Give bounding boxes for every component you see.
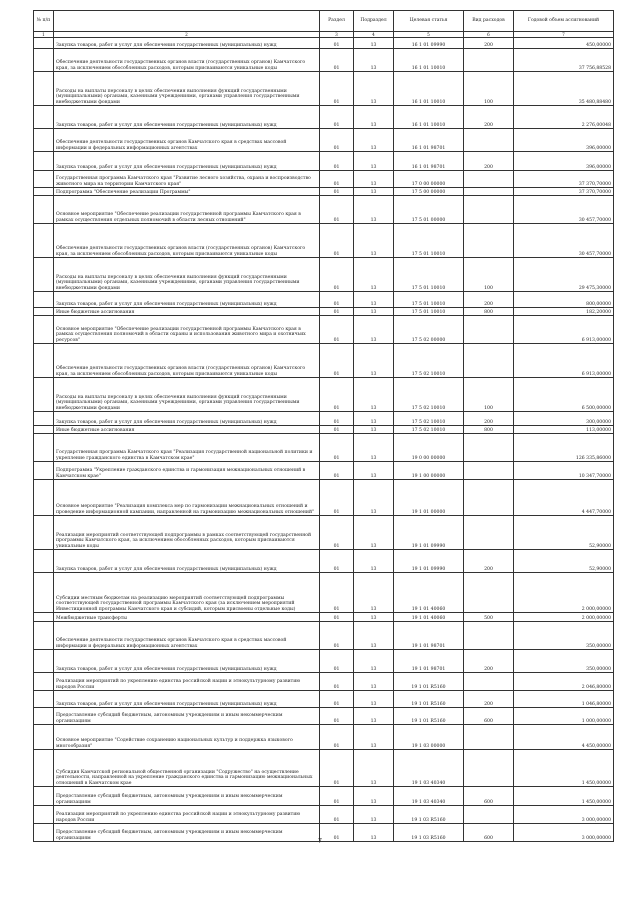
row-article: 19 1 03 40340 <box>394 750 464 787</box>
column-number: 5 <box>394 32 464 38</box>
row-article: 17 5 01 00000 <box>394 196 464 224</box>
row-amount: 37 756,88528 <box>514 49 614 72</box>
row-section: 01 <box>320 308 354 316</box>
row-subsection: 13 <box>354 188 394 196</box>
row-name: Обеспечение деятельности государственных органов Камчатского края в средствах массовой информации и федеральных информационных агентствах <box>54 622 320 650</box>
row-expense-type <box>464 725 514 750</box>
table-row <box>34 72 614 106</box>
row-section: 01 <box>320 691 354 708</box>
row-subsection: 13 <box>354 824 394 842</box>
row-num-cell <box>34 708 54 725</box>
row-name: Субсидия Камчатской региональной общественной организации "Содружество" на осуществление деятельности, направленной на укрепление гражданского единства и гармонизацию межнациональных отношений в Камчатском крае <box>54 750 320 787</box>
row-subsection: 13 <box>354 378 394 412</box>
row-num-cell <box>34 434 54 462</box>
row-subsection: 13 <box>354 613 394 622</box>
row-num-cell <box>34 49 54 72</box>
row-name: Расходы на выплаты персоналу в целях обеспечения выполнения функций государственными (муниципальными) органами, казенными учреждениями, органами управления государственными внебюджетными фондами <box>54 72 320 106</box>
row-amount: 113,00000 <box>514 426 614 434</box>
row-amount: 35 480,88480 <box>514 72 614 106</box>
row-section: 01 <box>320 292 354 308</box>
row-name: Закупка товаров, работ и услуг для обеспечения государственных (муниципальных) нужд <box>54 550 320 573</box>
row-section: 01 <box>320 224 354 258</box>
row-subsection: 13 <box>354 426 394 434</box>
budget-table <box>33 10 614 842</box>
row-expense-type <box>464 224 514 258</box>
row-name: Иные бюджетные ассигнования <box>54 426 320 434</box>
row-amount: 37 370,70000 <box>514 171 614 188</box>
row-expense-type <box>464 171 514 188</box>
row-num-cell <box>34 171 54 188</box>
row-num-cell <box>34 622 54 650</box>
table-row <box>34 708 614 725</box>
row-subsection: 13 <box>354 72 394 106</box>
row-section: 01 <box>320 787 354 806</box>
table-row <box>34 650 614 673</box>
row-article: 19 1 01 98701 <box>394 650 464 673</box>
row-section: 01 <box>320 129 354 152</box>
row-article: 19 1 01 09990 <box>394 516 464 550</box>
row-subsection: 13 <box>354 344 394 378</box>
table-row <box>34 622 614 650</box>
header-subsection: Подраздел <box>354 11 394 32</box>
header-expense-type: Вид расходов <box>464 11 514 32</box>
row-section: 01 <box>320 622 354 650</box>
row-name: Закупка товаров, работ и услуг для обеспечения государственных (муниципальных) нужд <box>54 412 320 426</box>
row-article: 19 1 01 R5160 <box>394 691 464 708</box>
row-name: Обеспечение деятельности государственных органов Камчатского края в средствах массовой информации и федеральных информационных агентствах <box>54 129 320 152</box>
row-name: Закупка товаров, работ и услуг для обеспечения государственных (муниципальных) нужд <box>54 691 320 708</box>
header-num: № п/п <box>34 11 54 32</box>
row-num-cell <box>34 38 54 49</box>
table-row <box>34 378 614 412</box>
table-row <box>34 152 614 171</box>
row-subsection: 13 <box>354 550 394 573</box>
row-amount: 2 000,00000 <box>514 573 614 613</box>
table-body <box>34 38 614 842</box>
row-expense-type: 100 <box>464 378 514 412</box>
row-amount: 52,90000 <box>514 550 614 573</box>
row-name: Закупка товаров, работ и услуг для обеспечения государственных (муниципальных) нужд <box>54 292 320 308</box>
row-expense-type: 200 <box>464 550 514 573</box>
row-article: 19 1 01 98701 <box>394 622 464 650</box>
row-num-cell <box>34 613 54 622</box>
row-article: 16 1 01 10010 <box>394 106 464 129</box>
row-subsection: 13 <box>354 806 394 824</box>
row-expense-type: 200 <box>464 691 514 708</box>
row-name: Основное мероприятие "Реализация комплекса мер по гармонизации межнациональных отношений и проведение информационной кампании, направленной на гармонизацию межнациональных отношений" <box>54 480 320 516</box>
row-amount: 350,00000 <box>514 650 614 673</box>
row-name: Предоставление субсидий бюджетным, автономным учреждениям и иным некоммерческим организациям <box>54 787 320 806</box>
row-article: 17 5 02 10010 <box>394 426 464 434</box>
row-subsection: 13 <box>354 152 394 171</box>
table-row <box>34 480 614 516</box>
row-subsection: 13 <box>354 106 394 129</box>
row-article: 17 5 00 00000 <box>394 188 464 196</box>
row-subsection: 13 <box>354 316 394 344</box>
row-amount: 52,90000 <box>514 516 614 550</box>
column-number: 7 <box>514 32 614 38</box>
row-expense-type: 100 <box>464 258 514 292</box>
row-subsection: 13 <box>354 650 394 673</box>
row-expense-type <box>464 673 514 691</box>
row-subsection: 13 <box>354 480 394 516</box>
row-expense-type <box>464 750 514 787</box>
row-name: Реализация мероприятий по укреплению единства российской нации и этнокультурному развитию народов России <box>54 673 320 691</box>
row-amount: 3 000,00000 <box>514 806 614 824</box>
row-num-cell <box>34 516 54 550</box>
row-expense-type <box>464 344 514 378</box>
row-article: 16 1 01 10010 <box>394 72 464 106</box>
row-section: 01 <box>320 613 354 622</box>
row-article: 16 1 01 98701 <box>394 129 464 152</box>
table-row <box>34 725 614 750</box>
row-num-cell <box>34 258 54 292</box>
row-section: 01 <box>320 316 354 344</box>
row-num-cell <box>34 750 54 787</box>
row-subsection: 13 <box>354 673 394 691</box>
row-name: Закупка товаров, работ и услуг для обеспечения государственных (муниципальных) нужд <box>54 106 320 129</box>
row-article: 19 1 03 R5160 <box>394 806 464 824</box>
row-section: 01 <box>320 106 354 129</box>
row-subsection: 13 <box>354 573 394 613</box>
row-article: 16 1 01 10010 <box>394 49 464 72</box>
row-subsection: 13 <box>354 171 394 188</box>
row-article: 19 0 00 00000 <box>394 434 464 462</box>
row-amount: 396,00000 <box>514 152 614 171</box>
row-name: Предоставление субсидий бюджетным, автономным учреждениям и иным некоммерческим организациям <box>54 708 320 725</box>
row-name: Закупка товаров, работ и услуг для обеспечения государственных (муниципальных) нужд <box>54 38 320 49</box>
row-section: 01 <box>320 38 354 49</box>
table-row <box>34 38 614 49</box>
table-row <box>34 308 614 316</box>
row-expense-type: 600 <box>464 787 514 806</box>
row-expense-type: 200 <box>464 412 514 426</box>
row-amount: 800,00000 <box>514 292 614 308</box>
row-subsection: 13 <box>354 516 394 550</box>
row-num-cell <box>34 806 54 824</box>
row-article: 19 1 01 R5160 <box>394 673 464 691</box>
row-num-cell <box>34 129 54 152</box>
row-num-cell <box>34 292 54 308</box>
row-num-cell <box>34 152 54 171</box>
row-num-cell <box>34 378 54 412</box>
row-section: 01 <box>320 378 354 412</box>
row-article: 19 1 01 09990 <box>394 550 464 573</box>
row-article: 17 5 01 10010 <box>394 292 464 308</box>
row-expense-type <box>464 806 514 824</box>
row-subsection: 13 <box>354 38 394 49</box>
row-section: 01 <box>320 725 354 750</box>
row-section: 01 <box>320 462 354 480</box>
row-subsection: 13 <box>354 725 394 750</box>
row-section: 01 <box>320 516 354 550</box>
row-name: Реализация мероприятий соответствующей подпрограммы в рамках соответствующей государственной программы Камчатского края, за исключением обособленных расходов, которым присваиваются уникальные коды <box>54 516 320 550</box>
row-name: Обеспечение деятельности государственных органов власти (государственных органов) Камчатского края, за исключением обособленных расходов, которым присваиваются уникальные коды <box>54 344 320 378</box>
row-name: Основное мероприятие "Содействие сохранению национальных культур и поддержка языкового многообразия" <box>54 725 320 750</box>
page-number: 7 <box>318 838 322 845</box>
row-expense-type <box>464 129 514 152</box>
row-expense-type <box>464 622 514 650</box>
row-amount: 450,00000 <box>514 38 614 49</box>
row-expense-type <box>464 196 514 224</box>
row-section: 01 <box>320 72 354 106</box>
row-subsection: 13 <box>354 750 394 787</box>
table-row <box>34 316 614 344</box>
row-section: 01 <box>320 434 354 462</box>
table-row <box>34 224 614 258</box>
row-name: Подпрограмма "Укрепление гражданского единства и гармонизация межнациональных отношений в Камчатском крае" <box>54 462 320 480</box>
column-number: 6 <box>464 32 514 38</box>
row-amount: 4 450,00000 <box>514 725 614 750</box>
row-section: 01 <box>320 152 354 171</box>
column-number: 4 <box>354 32 394 38</box>
table-row <box>34 550 614 573</box>
row-article: 19 1 01 R5160 <box>394 708 464 725</box>
row-num-cell <box>34 462 54 480</box>
row-subsection: 13 <box>354 292 394 308</box>
row-section: 01 <box>320 258 354 292</box>
row-amount: 396,00000 <box>514 129 614 152</box>
row-expense-type: 200 <box>464 38 514 49</box>
row-expense-type: 200 <box>464 292 514 308</box>
row-amount: 126 335,86000 <box>514 434 614 462</box>
row-article: 17 5 01 10010 <box>394 224 464 258</box>
row-section: 01 <box>320 412 354 426</box>
row-subsection: 13 <box>354 412 394 426</box>
row-expense-type: 800 <box>464 426 514 434</box>
row-amount: 6 500,00000 <box>514 378 614 412</box>
row-article: 17 5 02 00000 <box>394 316 464 344</box>
table-row <box>34 462 614 480</box>
row-name: Межбюджетные трансферты <box>54 613 320 622</box>
row-name: Закупка товаров, работ и услуг для обеспечения государственных (муниципальных) нужд <box>54 152 320 171</box>
row-expense-type <box>464 573 514 613</box>
row-amount: 2 000,00000 <box>514 613 614 622</box>
row-article: 16 1 01 98701 <box>394 152 464 171</box>
table-row <box>34 434 614 462</box>
row-article: 19 1 00 00000 <box>394 462 464 480</box>
row-subsection: 13 <box>354 49 394 72</box>
header-article: Целевая статья <box>394 11 464 32</box>
row-subsection: 13 <box>354 622 394 650</box>
row-amount: 30 457,70000 <box>514 224 614 258</box>
row-amount: 29 475,30000 <box>514 258 614 292</box>
row-expense-type <box>464 316 514 344</box>
row-expense-type <box>464 49 514 72</box>
table-row <box>34 49 614 72</box>
row-num-cell <box>34 673 54 691</box>
column-number: 1 <box>34 32 54 38</box>
row-expense-type: 600 <box>464 708 514 725</box>
table-row <box>34 129 614 152</box>
row-name: Обеспечение деятельности государственных органов власти (государственных органов) Камчатского края, за исключением обособленных расходов, которым присваиваются уникальные коды <box>54 224 320 258</box>
row-amount: 6 913,00000 <box>514 316 614 344</box>
row-num-cell <box>34 224 54 258</box>
row-subsection: 13 <box>354 462 394 480</box>
row-num-cell <box>34 573 54 613</box>
row-num-cell <box>34 344 54 378</box>
row-num-cell <box>34 106 54 129</box>
row-expense-type: 100 <box>464 72 514 106</box>
row-subsection: 13 <box>354 308 394 316</box>
row-num-cell <box>34 72 54 106</box>
row-num-cell <box>34 196 54 224</box>
row-num-cell <box>34 725 54 750</box>
table-row <box>34 691 614 708</box>
row-section: 01 <box>320 750 354 787</box>
row-expense-type <box>464 516 514 550</box>
row-article: 19 1 01 40060 <box>394 613 464 622</box>
row-num-cell <box>34 412 54 426</box>
row-section: 01 <box>320 673 354 691</box>
header-section: Раздел <box>320 11 354 32</box>
row-subsection: 13 <box>354 787 394 806</box>
table-row <box>34 344 614 378</box>
row-num-cell <box>34 480 54 516</box>
row-amount: 3 000,00000 <box>514 824 614 842</box>
row-amount: 1 450,00000 <box>514 787 614 806</box>
row-amount: 350,00000 <box>514 622 614 650</box>
row-amount: 30 457,70000 <box>514 196 614 224</box>
row-name: Иные бюджетные ассигнования <box>54 308 320 316</box>
row-section: 01 <box>320 426 354 434</box>
table-row <box>34 106 614 129</box>
row-article: 17 5 01 10010 <box>394 308 464 316</box>
row-subsection: 13 <box>354 196 394 224</box>
row-expense-type <box>464 462 514 480</box>
row-num-cell <box>34 316 54 344</box>
table-row <box>34 292 614 308</box>
row-num-cell <box>34 787 54 806</box>
row-amount: 37 370,70000 <box>514 188 614 196</box>
row-subsection: 13 <box>354 258 394 292</box>
table-row <box>34 171 614 188</box>
row-article: 19 1 03 R5160 <box>394 824 464 842</box>
row-num-cell <box>34 650 54 673</box>
table-row <box>34 806 614 824</box>
table-row <box>34 613 614 622</box>
row-expense-type: 200 <box>464 152 514 171</box>
row-num-cell <box>34 691 54 708</box>
row-article: 16 1 01 09990 <box>394 38 464 49</box>
row-amount: 6 913,00000 <box>514 344 614 378</box>
row-section: 01 <box>320 573 354 613</box>
row-num-cell <box>34 550 54 573</box>
row-amount: 1 450,00000 <box>514 750 614 787</box>
row-section: 01 <box>320 344 354 378</box>
row-name: Предоставление субсидий бюджетным, автономным учреждениям и иным некоммерческим организациям <box>54 824 320 842</box>
row-name: Закупка товаров, работ и услуг для обеспечения государственных (муниципальных) нужд <box>54 650 320 673</box>
table-row <box>34 573 614 613</box>
table-row <box>34 673 614 691</box>
row-name: Подпрограмма "Обеспечение реализации Программы" <box>54 188 320 196</box>
row-article: 19 1 01 00000 <box>394 480 464 516</box>
row-section: 01 <box>320 49 354 72</box>
row-article: 17 0 00 00000 <box>394 171 464 188</box>
row-amount: 1 046,80000 <box>514 691 614 708</box>
row-section: 01 <box>320 188 354 196</box>
row-subsection: 13 <box>354 129 394 152</box>
row-expense-type: 600 <box>464 824 514 842</box>
row-name: Государственная программа Камчатского края "Реализация государственной национальной политики и укрепление гражданского единства в Камчатском крае" <box>54 434 320 462</box>
row-name: Основное мероприятие "Обеспечение реализации государственной программы Камчатского края в рамках осуществления полномочий в области охраны и использования животного мира и охотничьих ресурсов" <box>54 316 320 344</box>
row-section: 01 <box>320 171 354 188</box>
row-article: 17 5 02 10010 <box>394 378 464 412</box>
table-row <box>34 188 614 196</box>
row-subsection: 13 <box>354 434 394 462</box>
row-num-cell <box>34 188 54 196</box>
row-name: Расходы на выплаты персоналу в целях обеспечения выполнения функций государственными (муниципальными) органами, казенными учреждениями, органами управления государственными внебюджетными фондами <box>54 378 320 412</box>
row-amount: 182,20000 <box>514 308 614 316</box>
row-expense-type: 500 <box>464 613 514 622</box>
row-expense-type: 200 <box>464 650 514 673</box>
row-article: 19 1 03 40340 <box>394 787 464 806</box>
row-subsection: 13 <box>354 691 394 708</box>
row-section: 01 <box>320 196 354 224</box>
table-row <box>34 258 614 292</box>
row-name: Расходы на выплаты персоналу в целях обеспечения выполнения функций государственными (муниципальными) органами, казенными учреждениями, органами управления государственными внебюджетными фондами <box>54 258 320 292</box>
table-row <box>34 787 614 806</box>
row-subsection: 13 <box>354 708 394 725</box>
row-expense-type <box>464 188 514 196</box>
row-section: 01 <box>320 550 354 573</box>
row-subsection: 13 <box>354 224 394 258</box>
table-row <box>34 196 614 224</box>
table-row <box>34 516 614 550</box>
row-amount: 300,00000 <box>514 412 614 426</box>
row-section: 01 <box>320 480 354 516</box>
header-amount: Годовой объем ассигнований <box>514 11 614 32</box>
row-article: 19 1 03 00000 <box>394 725 464 750</box>
row-num-cell <box>34 308 54 316</box>
row-name: Реализация мероприятий по укреплению единства российской нации и этнокультурному развитию народов России <box>54 806 320 824</box>
row-amount: 2 276,00048 <box>514 106 614 129</box>
header-name <box>54 11 320 32</box>
row-expense-type: 800 <box>464 308 514 316</box>
row-amount: 4 447,70000 <box>514 480 614 516</box>
row-name: Основное мероприятие "Обеспечение реализации государственной программы Камчатского края в рамках осуществления отдельных полномочий в области лесных отношений" <box>54 196 320 224</box>
column-number: 2 <box>54 32 320 38</box>
row-article: 17 5 01 10010 <box>394 258 464 292</box>
table-row <box>34 412 614 426</box>
row-name: Обеспечение деятельности государственных органов власти (государственных органов) Камчатского края, за исключением обособленных расходов, которым присваиваются уникальные коды <box>54 49 320 72</box>
row-amount: 10 347,70000 <box>514 462 614 480</box>
row-section: 01 <box>320 806 354 824</box>
table-row <box>34 426 614 434</box>
row-section: 01 <box>320 708 354 725</box>
table-row <box>34 750 614 787</box>
row-article: 17 5 02 10010 <box>394 412 464 426</box>
row-article: 19 1 01 40060 <box>394 573 464 613</box>
header-row <box>34 11 614 32</box>
row-expense-type <box>464 480 514 516</box>
row-article: 17 5 02 10010 <box>394 344 464 378</box>
row-expense-type: 200 <box>464 106 514 129</box>
row-section: 01 <box>320 824 354 842</box>
row-name: Субсидии местным бюджетам на реализацию мероприятий соответствующей подпрограммы соответствующей государственной программы Камчатского края (за исключением мероприятий Инвестиционной программы Камчатского края и субсидий, которым присвоены отдельные коды) <box>54 573 320 613</box>
row-section: 01 <box>320 650 354 673</box>
column-number: 3 <box>320 32 354 38</box>
row-name: Государственная программа Камчатского края "Развитие лесного хозяйства, охрана и воспроизводство животного мира на территории Камчатского края" <box>54 171 320 188</box>
row-amount: 1 000,00000 <box>514 708 614 725</box>
row-amount: 2 046,80000 <box>514 673 614 691</box>
row-expense-type <box>464 434 514 462</box>
row-num-cell <box>34 426 54 434</box>
